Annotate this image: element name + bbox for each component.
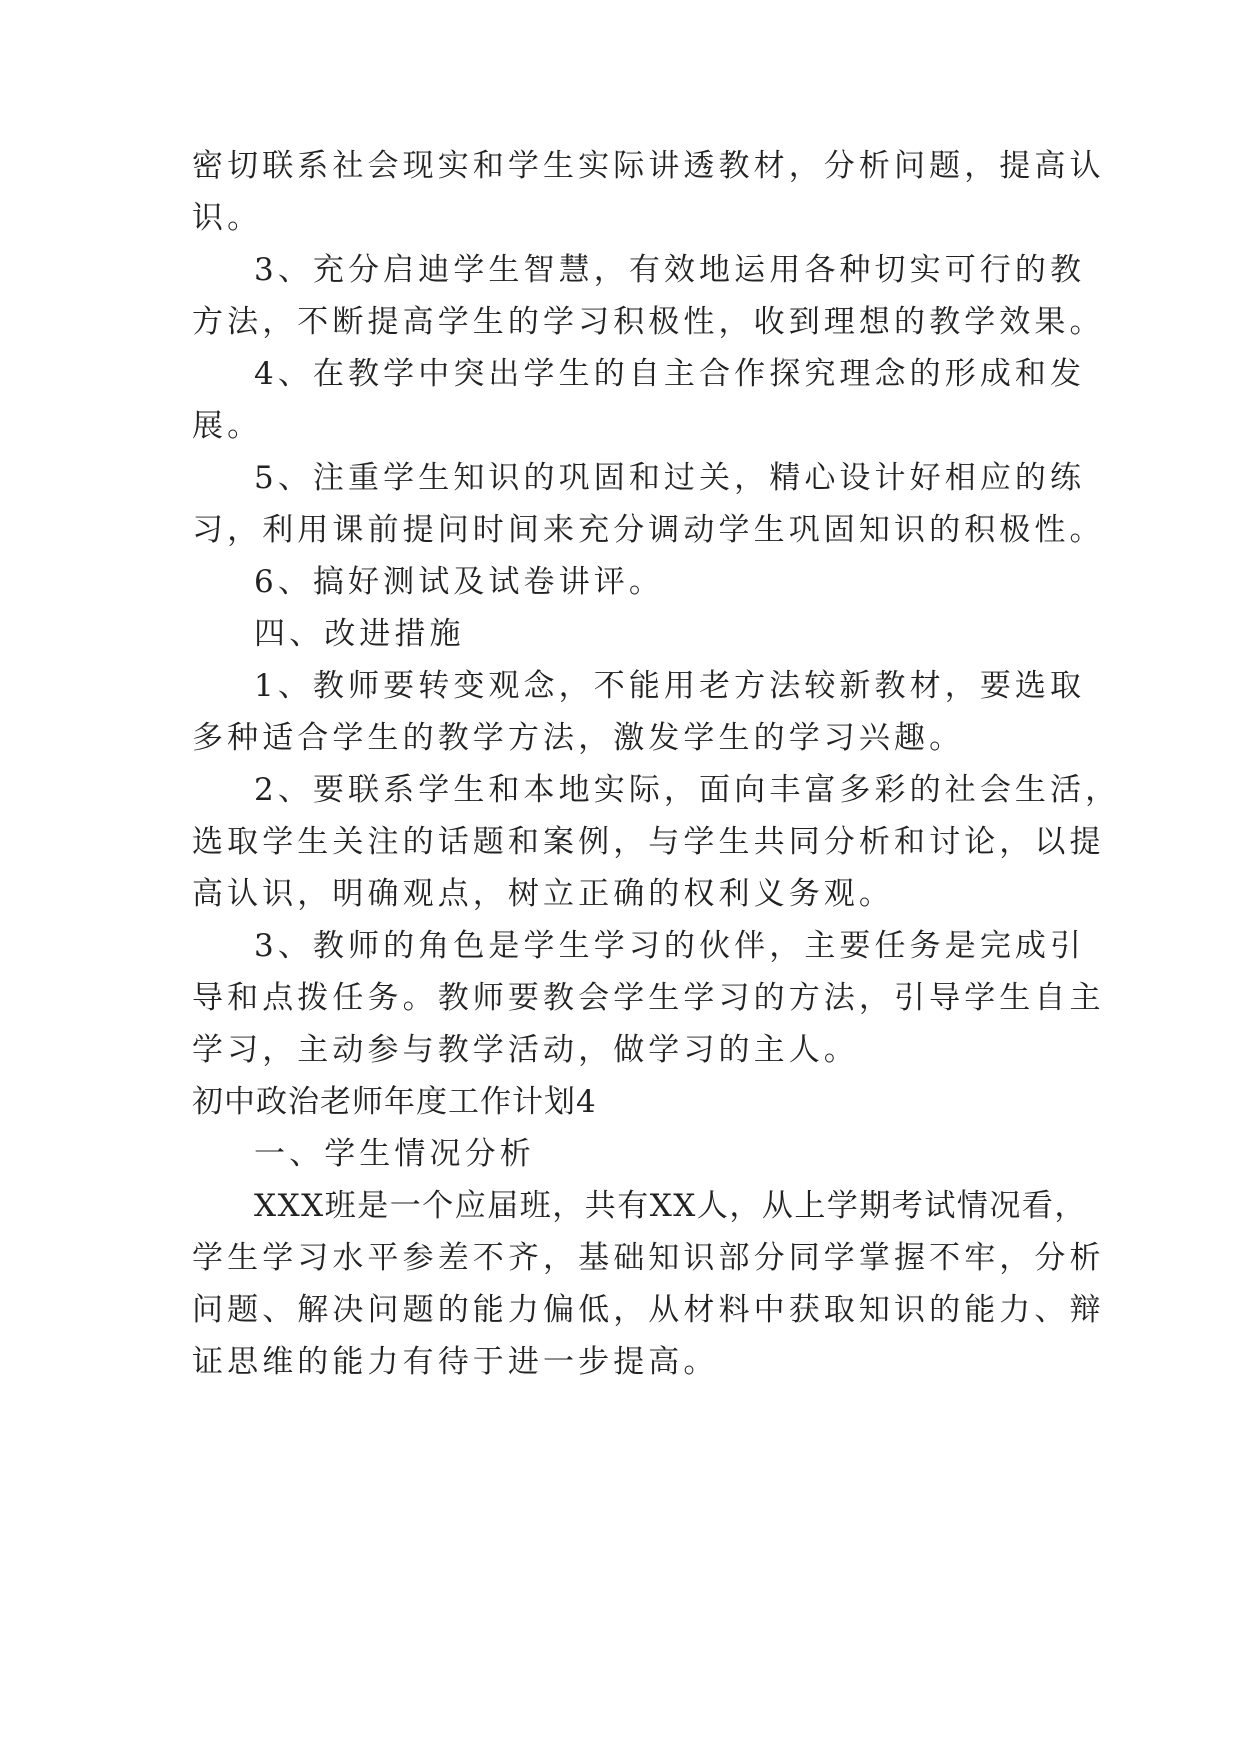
text-line: XXX班是一个应届班，共有XX人，从上学期考试情况看， <box>254 1188 1087 1224</box>
text-line: 3、充分启迪学生智慧，有效地运用各种切实可行的教 <box>254 252 1086 288</box>
text-line: 证思维的能力有待于进一步提高。 <box>192 1344 719 1380</box>
text-line: 方法，不断提高学生的学习积极性，收到理想的教学效果。 <box>192 304 1105 340</box>
text-line: 展。 <box>192 408 263 444</box>
text-line: 学习，主动参与教学活动，做学习的主人。 <box>192 1032 859 1068</box>
text-line: 高认识，明确观点，树立正确的权利义务观。 <box>192 876 894 912</box>
text-line: 3、教师的角色是学生学习的伙伴，主要任务是完成引 <box>254 928 1086 964</box>
text-line: 2、要联系学生和本地实际，面向丰富多彩的社会生活， <box>254 772 1121 808</box>
text-line: 5、注重学生知识的巩固和过关，精心设计好相应的练 <box>254 460 1086 496</box>
text-line: 密切联系社会现实和学生实际讲透教材，分析问题，提高认 <box>192 148 1105 184</box>
text-line: 6、搞好测试及试卷讲评。 <box>254 564 664 600</box>
text-line: 多种适合学生的教学方法，激发学生的学习兴趣。 <box>192 720 965 756</box>
text-line: 1、教师要转变观念，不能用老方法较新教材，要选取 <box>254 668 1086 704</box>
text-line: 选取学生关注的话题和案例，与学生共同分析和讨论，以提 <box>192 824 1105 860</box>
text-line: 识。 <box>192 200 263 236</box>
text-line: 4、在教学中突出学生的自主合作探究理念的形成和发 <box>254 356 1086 392</box>
text-line: 学生学习水平参差不齐，基础知识部分同学掌握不牢，分析 <box>192 1240 1105 1276</box>
text-line: 习，利用课前提问时间来充分调动学生巩固知识的积极性。 <box>192 512 1105 548</box>
text-line: 问题、解决问题的能力偏低，从材料中获取知识的能力、辩 <box>192 1292 1105 1328</box>
text-line: 导和点拨任务。教师要教会学生学习的方法，引导学生自主 <box>192 980 1105 1016</box>
section-heading: 四、改进措施 <box>254 616 465 652</box>
section-heading: 一、学生情况分析 <box>254 1136 535 1172</box>
document-title: 初中政治老师年度工作计划4 <box>192 1084 597 1120</box>
